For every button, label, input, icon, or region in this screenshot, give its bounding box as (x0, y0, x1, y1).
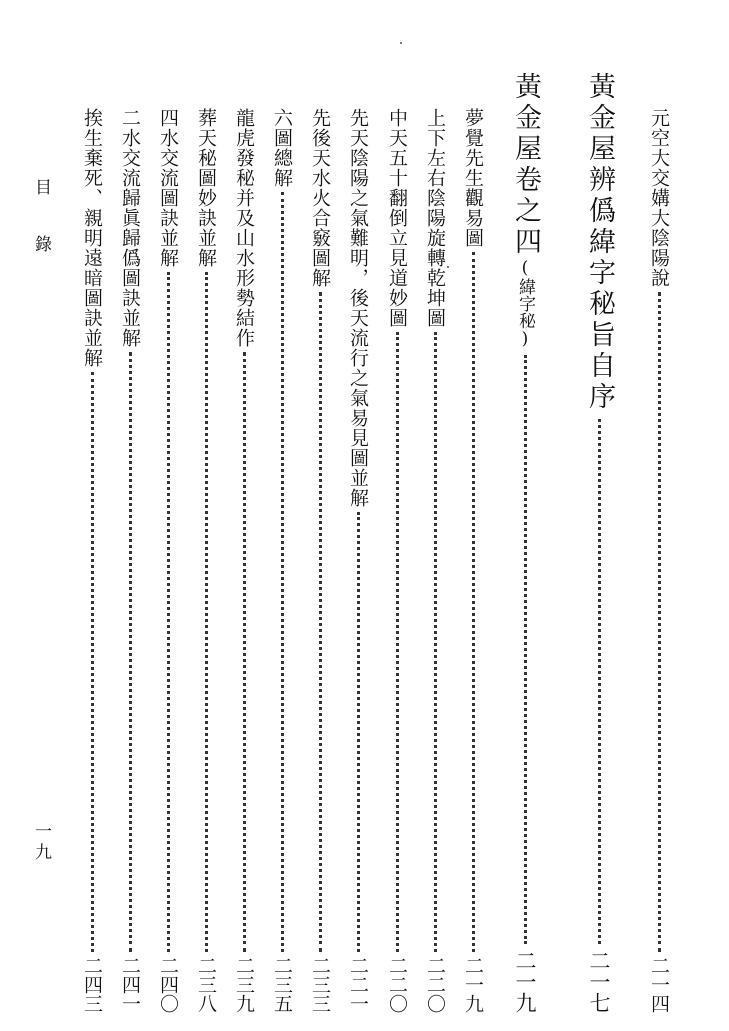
dot-leader (658, 292, 661, 952)
chapter-title-main: 黃金屋卷之四 (510, 72, 541, 258)
page-number: 二一七 (587, 950, 611, 1013)
chapter-subtitle: (緯字秘) (515, 258, 535, 349)
dot-leader (167, 272, 170, 952)
page-number: 二二〇 (424, 956, 446, 1013)
dot-leader (91, 372, 94, 952)
page-number: 二一四 (648, 956, 670, 1013)
toc-entry (422, 108, 448, 1013)
entry-title: 元空大交媾大陰陽說 (648, 108, 670, 288)
dot-leader (281, 192, 284, 952)
chapter-heading (508, 72, 542, 1013)
toc-entry (269, 108, 295, 1013)
dot-leader (472, 252, 475, 952)
toc-entry (646, 108, 672, 1013)
section-label: 目錄 (31, 178, 51, 292)
entry-title: 六圖總解 (271, 108, 293, 188)
dot-leader (598, 419, 601, 944)
dot-leader (205, 272, 208, 952)
dot-leader (524, 355, 527, 944)
toc-entry (193, 108, 219, 1013)
toc-entry (384, 108, 410, 1013)
page-number: 二三五 (271, 956, 293, 1013)
toc-entry (345, 108, 371, 1013)
entry-title: 挨生棄死、親明遠暗圖訣並解 (81, 108, 103, 368)
toc-entry (117, 108, 143, 1013)
entry-title: 龍虎發秘并及山水形勢結作 (233, 108, 255, 348)
toc-entry (79, 108, 105, 1013)
entry-title: 四水交流圖訣並解 (157, 108, 179, 268)
entry-title: 二水交流歸眞歸僞圖訣並解 (119, 108, 141, 348)
page-number: 二二一 (347, 956, 369, 1013)
dot-leader (243, 352, 246, 952)
chapter-title (508, 72, 542, 349)
dot-leader (319, 292, 322, 952)
print-speck (400, 42, 402, 44)
toc-entry (460, 108, 486, 1013)
entry-title: 先天陰陽之氣難明，後天流行之氣易見圖並解 (347, 108, 369, 508)
dot-leader (434, 332, 437, 952)
page-number: 二三九 (233, 956, 255, 1013)
entry-title: 上下左右陰陽旋轉乾坤圖 (424, 108, 446, 328)
page-number: 二三三 (309, 956, 331, 1013)
chapter-heading (582, 72, 616, 1013)
page-number: 二一九 (513, 950, 537, 1013)
print-speck (447, 266, 449, 268)
page-number: 二四一 (119, 956, 141, 1013)
entry-title: 夢覺先生觀易圖 (462, 108, 484, 248)
page-number: 二三八 (195, 956, 217, 1013)
entry-title: 中天五十翻倒立見道妙圖 (386, 108, 408, 328)
page-number: 二二〇 (386, 956, 408, 1013)
entry-title: 先後天水火合竅圖解 (309, 108, 331, 288)
page-number: 二一九 (462, 956, 484, 1013)
dot-leader (357, 512, 360, 952)
toc-entry (231, 108, 257, 1013)
chapter-title: 黃金屋辨僞緯字秘旨自序 (584, 72, 615, 413)
page-number: 二四三 (81, 956, 103, 1013)
entry-title: 葬天秘圖妙訣並解 (195, 108, 217, 268)
toc-entry (307, 108, 333, 1013)
dot-leader (129, 352, 132, 952)
page-number: 二四〇 (157, 956, 179, 1013)
dot-leader (396, 332, 399, 952)
folio-number: 一九 (31, 822, 51, 864)
toc-entry (155, 108, 181, 1013)
